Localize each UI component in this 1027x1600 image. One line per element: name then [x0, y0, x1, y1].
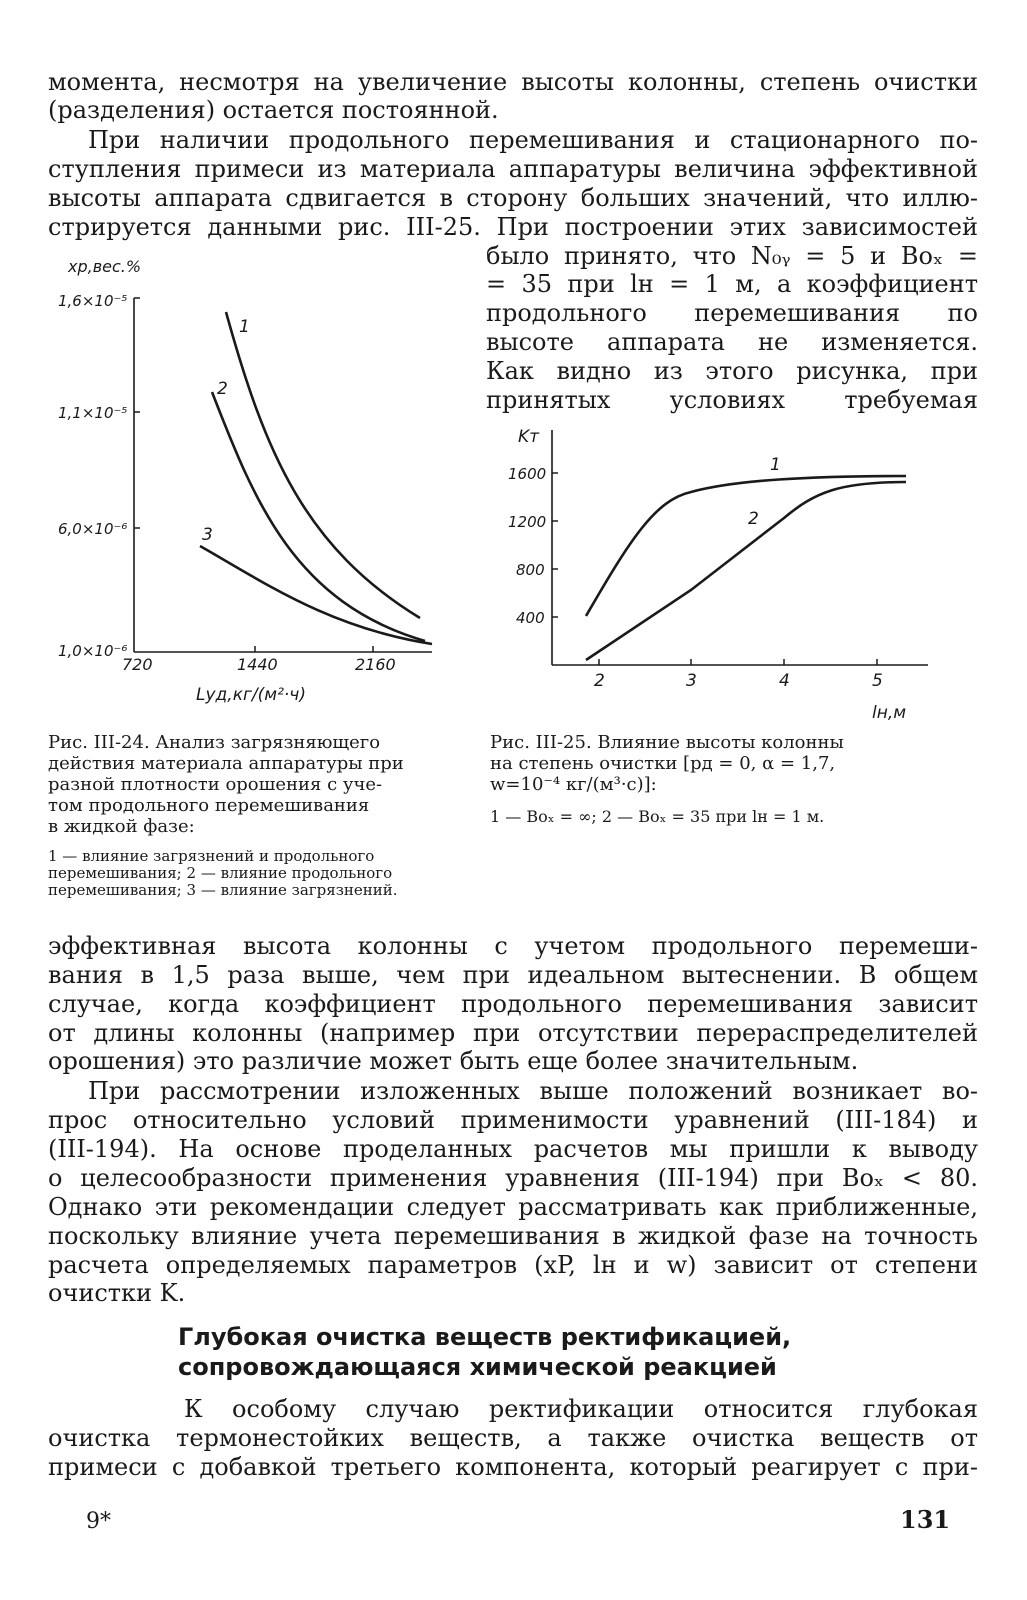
body-line: от длины колонны (например при отсутствии перераспределителей — [48, 1019, 978, 1047]
curve-2 — [212, 392, 425, 641]
body-line: = 35 при lн = 1 м, а коэффициент — [486, 270, 978, 298]
body-line: При рассмотрении изложенных выше положений возникает во- — [88, 1077, 978, 1105]
body-line: продольного перемешивания по — [486, 299, 978, 327]
figure-caption: на степень очистки [pд = 0, α = 1,7, — [490, 753, 836, 774]
figure-caption: том продольного перемешивания — [48, 795, 370, 816]
curve-1 — [226, 312, 420, 618]
y-tick-label: 6,0×10⁻⁶ — [58, 520, 128, 538]
body-line: случае, когда коэффициент продольного перемешивания зависит — [48, 990, 978, 1018]
figure-caption: w=10⁻⁴ кг/(м³·с)]: — [490, 774, 657, 795]
curve-label-2: 2 — [748, 509, 759, 529]
curve-label-2: 2 — [217, 379, 228, 399]
body-line: примеси с добавкой третьего компонента, который реагирует с при- — [48, 1453, 978, 1481]
y-tick-label: 1,0×10⁻⁶ — [58, 642, 128, 660]
body-line: принятых условиях требуемая — [486, 386, 978, 414]
body-line: прос относительно условий применимости уравнений (III-184) и — [48, 1106, 978, 1134]
figure-III-24 — [40, 248, 450, 718]
body-line: ступления примеси из материала аппаратуры величина эффективной — [48, 155, 978, 183]
figure-legend: перемешивания; 2 — влияние продольного — [48, 864, 393, 882]
body-line: орошения) это различие может быть еще более значительным. — [48, 1047, 859, 1075]
section-heading: Глубокая очистка веществ ректификацией, — [178, 1323, 792, 1351]
body-line: Однако эти рекомендации следует рассматривать как приближенные, — [48, 1193, 978, 1221]
page-number: 131 — [900, 1505, 951, 1534]
body-line: (III-194). На основе проделанных расчетов мы пришли к выводу — [48, 1135, 978, 1163]
y-tick-label: 1,1×10⁻⁵ — [58, 404, 128, 422]
body-line: К особому случаю ректификации относится глубокая — [184, 1395, 978, 1423]
y-axis-label: Kт — [518, 427, 540, 447]
y-tick-label: 1200 — [508, 513, 547, 531]
x-tick-label: 5 — [872, 671, 883, 691]
x-tick-label: 4 — [779, 671, 790, 691]
figure-caption: действия материала аппаратуры при — [48, 753, 404, 774]
x-tick-label: 2160 — [355, 655, 396, 674]
figure-legend: 1 — влияние загрязнений и продольного — [48, 847, 375, 865]
body-line: вания в 1,5 раза выше, чем при идеальном вытеснении. В общем — [48, 961, 978, 989]
curve-label-3: 3 — [202, 525, 213, 545]
x-tick-label: 3 — [686, 671, 697, 691]
body-line: Как видно из этого рисунка, при — [486, 357, 978, 385]
curve-label-1: 1 — [239, 317, 250, 337]
figure-caption: в жидкой фазе: — [48, 816, 195, 837]
figure-legend: перемешивания; 3 — влияние загрязнений. — [48, 881, 398, 899]
curve-2 — [586, 482, 906, 660]
body-line: поскольку влияние учета перемешивания в жидкой фазе на точность — [48, 1222, 978, 1250]
body-line: момента, несмотря на увеличение высоты колонны, степень очистки — [48, 68, 978, 96]
x-axis-label: lн,м — [872, 703, 907, 723]
x-axis-label: Lуд,кг/(м²·ч) — [196, 685, 306, 705]
body-line: было принято, что N₀ᵧ = 5 и Boₓ = — [486, 242, 978, 270]
figure-III-25 — [480, 420, 940, 725]
y-tick-label: 800 — [516, 561, 545, 579]
y-tick-label: 1600 — [508, 465, 547, 483]
curve-3 — [200, 546, 432, 644]
body-line: очистка термонестойких веществ, а также очистка веществ от — [48, 1424, 978, 1452]
signature-mark: 9* — [86, 1509, 111, 1534]
x-tick-label: 720 — [122, 655, 153, 674]
curve-label-1: 1 — [770, 455, 781, 475]
body-line: (разделения) остается постоянной. — [48, 96, 499, 124]
body-line: высоты аппарата сдвигается в сторону больших значений, что иллю- — [48, 184, 978, 212]
figure-caption: Рис. III-25. Влияние высоты колонны — [490, 732, 844, 753]
y-tick-label: 1,6×10⁻⁵ — [58, 292, 128, 310]
body-line: стрируется данными рис. III-25. При построении этих зависимостей — [48, 213, 978, 241]
body-line: высоте аппарата не изменяется. — [486, 328, 978, 356]
body-line: При наличии продольного перемешивания и стационарного по- — [88, 126, 978, 154]
body-line: расчета определяемых параметров (xP, lн и w) зависит от степени — [48, 1251, 978, 1279]
x-tick-label: 2 — [594, 671, 605, 691]
figure-caption: разной плотности орошения с уче- — [48, 774, 383, 795]
figure-legend: 1 — Boₓ = ∞; 2 — Boₓ = 35 при lн = 1 м. — [490, 807, 825, 826]
figure-caption: Рис. III-24. Анализ загрязняющего — [48, 732, 381, 753]
y-tick-label: 400 — [516, 609, 545, 627]
body-line: о целесообразности применения уравнения (III-194) при Boₓ < 80. — [48, 1164, 978, 1192]
body-line: очистки K. — [48, 1279, 186, 1307]
section-heading: сопровождающаяся химической реакцией — [178, 1353, 777, 1381]
x-tick-label: 1440 — [237, 655, 278, 674]
y-axis-label: xр,вес.% — [68, 257, 142, 276]
body-line: эффективная высота колонны с учетом продольного перемеши- — [48, 932, 978, 960]
